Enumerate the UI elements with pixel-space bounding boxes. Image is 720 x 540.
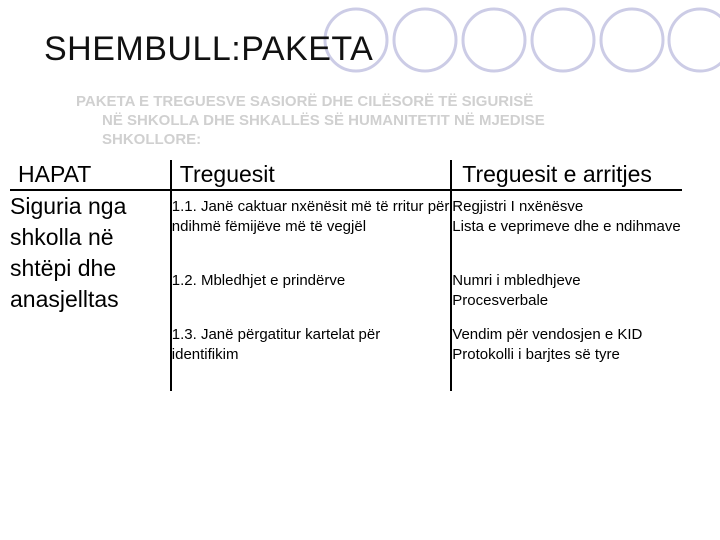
indicators-table [10, 160, 682, 391]
table-row [10, 190, 682, 265]
subtitle-line: PAKETA E TREGUESVE SASIORË DHE CILËSORË TË SIGURISË [76, 93, 534, 110]
indicator-cell: 1.1. Janë caktuar nxënësit më të rritur për ndihmë fëmijëve më të vegjël [171, 190, 452, 265]
slide-subtitle [76, 92, 656, 149]
step-cell: Siguria nga shkolla në shtëpi dhe anasjelltas [10, 190, 171, 391]
achievement-item: Procesverbale [452, 292, 549, 309]
table-header-row [10, 160, 682, 190]
header-treguesit: Treguesit [171, 160, 452, 190]
header-hapat: HAPAT [10, 160, 171, 190]
subtitle-line: SHKOLLORE: [102, 131, 202, 148]
subtitle-line: NË SHKOLLA DHE SHKALLËS SË HUMANITETIT NË MJEDISE [102, 112, 545, 129]
achievement-cell [451, 265, 682, 317]
achievement-item: Regjistri I nxënësve [452, 198, 584, 215]
decor-circle [394, 9, 456, 71]
achievement-item: Vendim për vendosjen e KID [452, 326, 643, 343]
slide-title: SHEMBULL:PAKETA [44, 30, 374, 68]
achievement-cell [451, 190, 682, 265]
header-treguesit-e-arritjes: Treguesit e arritjes [451, 160, 682, 190]
achievement-item: Numri i mbledhjeve [452, 272, 581, 289]
indicator-cell: 1.2. Mbledhjet e prindërve [171, 265, 452, 317]
decor-circle [532, 9, 594, 71]
achievement-item: Lista e veprimeve dhe e ndihmave [452, 218, 681, 235]
achievement-cell [451, 317, 682, 391]
indicator-cell: 1.3. Janë përgatitur kartelat për identifikim [171, 317, 452, 391]
decor-circle [669, 9, 720, 71]
decor-circle [463, 9, 525, 71]
decor-circle [601, 9, 663, 71]
achievement-item: Protokolli i barjtes së tyre [452, 346, 620, 363]
